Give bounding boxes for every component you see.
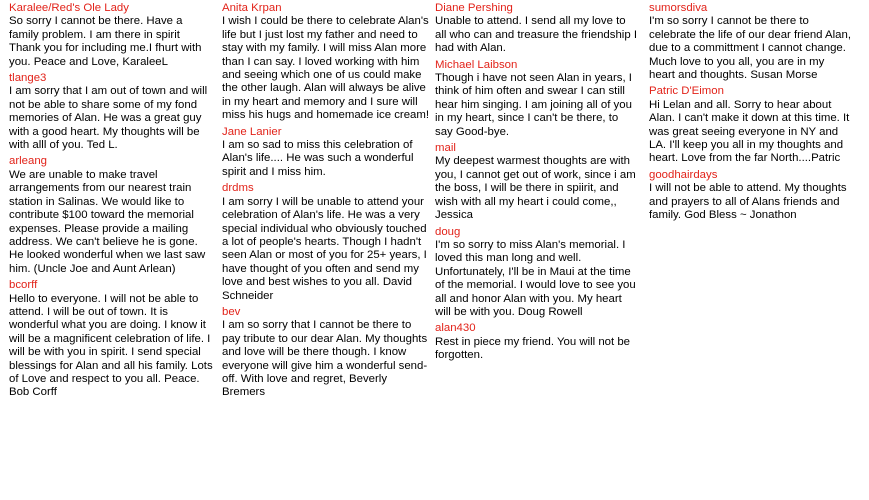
entry-message: I wish I could be there to celebrate Alan's life but I just lost my father and need to stay with my family. I will miss Alan more than I can say. I loved working with him and seeing which one of us could make the other laugh. Alan will always be alive in my heart and memory and I sure will miss his hugs and homemade ice cream! <box>222 15 430 122</box>
entry-message: So sorry I cannot be there. Have a family problem. I am there in spirit Thank you for including me.I fhurt with you. Peace and Love, KaraleeL <box>9 15 202 68</box>
entry-message: Though i have not seen Alan in years, I think of him often and swear I can still hear him singing. I am joining all of you in my heart, since I can't be there, to say Good-bye. <box>435 72 632 138</box>
entry-message: My deepest warmest thoughts are with you, I cannot get out of work, since i am the boss, I will be there in spiirit, and wish with all my heart i could come,, Jessica <box>435 155 636 222</box>
entry-message: I will not be able to attend. My thoughts and prayers to all of Alans friends and family. God Bless ~ Jonathon <box>649 182 847 222</box>
entry-author-link[interactable]: Patric D'Eimon <box>649 85 724 98</box>
guestbook-entry <box>649 2 853 82</box>
entry-message: Hello to everyone. I will not be able to attend. I will be out of town. It is wonderful what you are doing. I know it will be a magnificent celebration of life. I will be with you in spirit. I send special blessings for Alan and all his family. Lots of Love and respect to you all. Peace. Bob Corff <box>9 292 213 399</box>
guestbook-entry <box>222 306 430 400</box>
entry-message: I'm so sorry to miss Alan's memorial. I loved this man long and well. Unfortunately, I'll be in Maui at the time of the memorial. I would love to see you all and honor Alan with you. My heart will be with you. Doug Rowell <box>435 238 636 318</box>
guestbook-entry <box>435 142 639 222</box>
entry-author-link[interactable]: Diane Pershing <box>435 2 513 14</box>
guestbook-entry <box>435 322 639 362</box>
guestbook-entry <box>9 2 213 69</box>
guestbook-entry <box>222 2 430 123</box>
entry-message: I am sorry I will be unable to attend your celebration of Alan's life. He was a very special individual who obviously touched a lot of people's hearts. Though I hadn't seen Alan or most of you for 25+ years, I have thought of you often and send my love and best wishes to you all. David Schneider <box>222 195 427 302</box>
entry-author-link[interactable]: drdms <box>222 182 254 195</box>
entry-author-link[interactable]: tlange3 <box>9 72 47 85</box>
entry-author-link[interactable]: Anita Krpan <box>222 2 282 14</box>
entry-author-link[interactable]: bev <box>222 305 241 318</box>
guestbook-entry <box>649 169 853 223</box>
entry-message: I'm so sorry I cannot be there to celebrate the life of our dear friend Alan, due to a committment I cannot change. Much love to you all, you are in my heart and thoughts. Susan Morse <box>649 15 851 82</box>
entry-message: Rest in piece my friend. You will not be forgotten. <box>435 335 631 362</box>
guestbook-entry <box>9 72 213 152</box>
entry-author-link[interactable]: Jane Lanier <box>222 125 282 138</box>
entry-message: I am so sorry that I cannot be there to pay tribute to our dear Alan. My thoughts and love will be there though. I know everyone will give him a wonderful send-off. With love and regret, Beverly Bremers <box>222 319 428 399</box>
guestbook-entry <box>9 279 213 400</box>
guestbook-entry <box>9 155 213 276</box>
entry-author-link[interactable]: bcorff <box>9 279 38 292</box>
entry-author-link[interactable]: goodhairdays <box>649 168 718 181</box>
entry-author-link[interactable]: arleang <box>9 155 47 168</box>
guestbook-entry <box>435 59 639 139</box>
column-2 <box>222 2 430 403</box>
entry-author-link[interactable]: Michael Laibson <box>435 58 518 71</box>
column-1 <box>9 2 213 403</box>
guestbook-entry <box>649 85 853 165</box>
entry-author-link[interactable]: sumorsdiva <box>649 2 708 14</box>
entry-author-link[interactable]: doug <box>435 225 461 238</box>
entry-message: We are unable to make travel arrangements from our nearest train station in Salinas. We would like to contribute $100 toward the memorial expenses. Please provide a mailing address. We can't believe he is gone. He looked wonderful when we last saw him. (Uncle Joe and Aunt Arlean) <box>9 168 206 275</box>
guestbook-entry <box>222 126 430 180</box>
entry-author-link[interactable]: Karalee/Red's Ole Lady <box>9 2 129 14</box>
column-4 <box>649 2 853 226</box>
guestbook-entry <box>435 2 639 56</box>
entry-message: I am so sad to miss this celebration of Alan's life.... He was such a wonderful spirit and I miss him. <box>222 139 414 178</box>
entry-message: Unable to attend. I send all my love to all who can and treasure the friendship I had with Alan. <box>435 15 637 55</box>
entry-author-link[interactable]: alan430 <box>435 322 476 335</box>
column-3 <box>435 2 639 366</box>
guestbook-entry <box>222 182 430 303</box>
entry-message: Hi Lelan and all. Sorry to hear about Alan. I can't make it down at this time. It was great seeing everyone in NY and LA. I'll keep you all in my thoughts and heart. Love from the far North....Patric <box>649 98 850 165</box>
entry-author-link[interactable]: mail <box>435 142 456 155</box>
entry-message: I am sorry that I am out of town and will not be able to share some of my fond memories of Alan. He was a great guy with a good heart. My thoughts will be with alll of you. Ted L. <box>9 85 208 152</box>
guestbook-entry <box>435 226 639 320</box>
